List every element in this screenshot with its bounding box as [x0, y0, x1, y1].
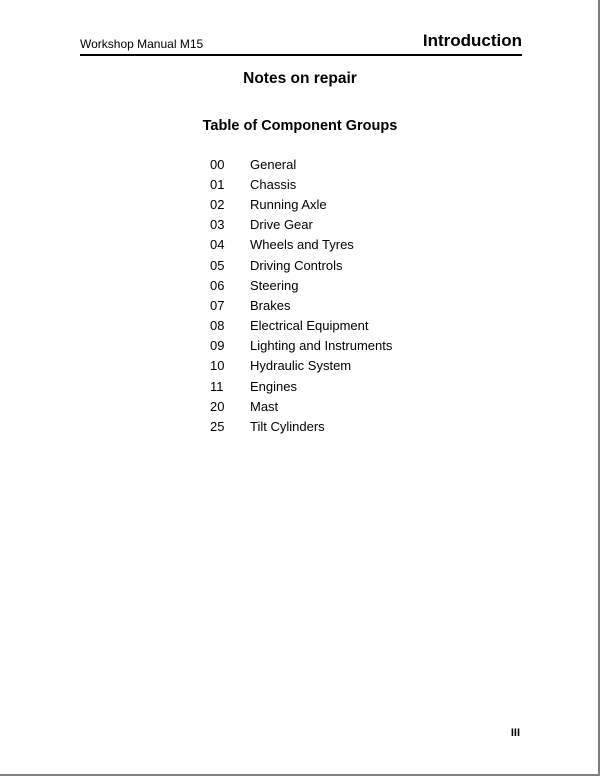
list-item [210, 154, 392, 174]
group-name: Driving Controls [250, 257, 343, 273]
group-name: Steering [250, 277, 299, 293]
group-code: 00 [210, 156, 225, 172]
list-item [210, 174, 392, 194]
group-name: Mast [250, 398, 279, 414]
group-code: 08 [210, 318, 225, 334]
group-code: 02 [210, 196, 225, 212]
group-name: Tilt Cylinders [250, 419, 325, 435]
list-item [210, 235, 392, 255]
group-code: 20 [210, 398, 225, 414]
group-code: 05 [210, 257, 225, 273]
group-name: Running Axle [250, 196, 327, 212]
list-item [210, 416, 392, 436]
group-code: 10 [210, 358, 225, 374]
list-item [210, 356, 392, 376]
list-item [210, 194, 392, 214]
list-item [210, 376, 392, 396]
group-code: 11 [210, 378, 224, 394]
list-item [210, 295, 392, 315]
component-groups-list [210, 154, 392, 437]
list-item [210, 255, 392, 275]
group-code: 07 [210, 297, 225, 313]
group-name: Electrical Equipment [250, 318, 369, 334]
group-name: Chassis [250, 176, 297, 192]
list-item [210, 215, 392, 235]
group-name: Drive Gear [250, 217, 313, 233]
page-number: III [510, 727, 520, 739]
group-code: 25 [210, 419, 225, 435]
manual-title: Workshop Manual M15 [80, 37, 204, 51]
page-title: Notes on repair [243, 70, 357, 87]
group-code: 09 [210, 338, 225, 354]
group-name: Engines [250, 378, 297, 394]
group-code: 06 [210, 277, 225, 293]
group-code: 01 [210, 176, 225, 192]
group-name: Brakes [250, 297, 291, 313]
section-title: Introduction [422, 31, 522, 50]
group-code: 03 [210, 217, 225, 233]
page-header [80, 30, 522, 56]
table-title: Table of Component Groups [202, 118, 398, 134]
group-code: 04 [210, 237, 225, 253]
list-item [210, 275, 392, 295]
list-item [210, 316, 392, 336]
group-name: General [250, 156, 297, 172]
group-name: Wheels and Tyres [250, 237, 354, 253]
list-item [210, 396, 392, 416]
group-name: Hydraulic System [250, 358, 352, 374]
group-name: Lighting and Instruments [250, 338, 393, 354]
list-item [210, 336, 392, 356]
